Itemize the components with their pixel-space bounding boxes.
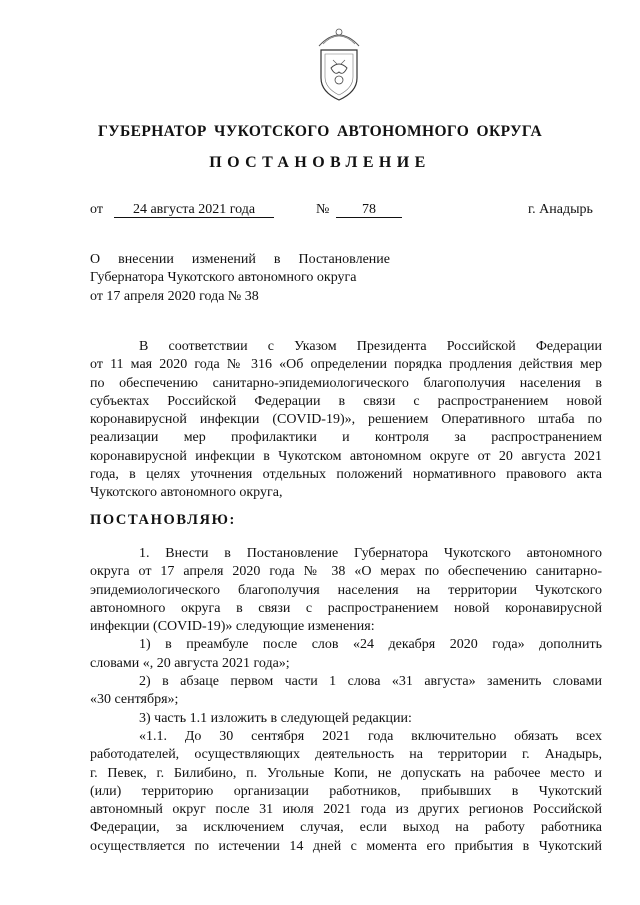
body-line: Федерации, за исключением случая, если выход на работу работника <box>90 820 602 836</box>
body-line: «1.1. До 30 сентября 2021 года включительно обязать всех <box>139 728 602 744</box>
body-line: 1) в преамбуле после слов «24 декабря 2020 года» дополнить <box>139 637 602 653</box>
preamble-line: по обеспечению санитарно-эпидемиологического благополучия населения в <box>90 375 602 391</box>
body-line: 3) часть 1.1 изложить в следующей редакции: <box>139 710 412 726</box>
issuer-title: ГУБЕРНАТОР ЧУКОТСКОГО АВТОНОМНОГО ОКРУГА <box>97 123 543 140</box>
subject-line: О внесении изменений в Постановление <box>90 252 390 267</box>
document-number-value: 78 <box>336 202 402 218</box>
coat-of-arms-emblem <box>303 20 375 106</box>
body-line: округа от 17 апреля 2020 года № 38 «О мерах по обеспечению санитарно- <box>90 564 602 580</box>
preamble-line: В соответствии с Указом Президента Российской Федерации <box>139 339 602 354</box>
body-line: инфекции (COVID-19)» следующие изменения: <box>90 619 375 635</box>
preamble-line: реализации мер профилактики и контроля за распространением <box>90 430 602 446</box>
subject-line: Губернатора Чукотского автономного округа <box>90 270 357 286</box>
preamble-line: субъектах Российской Федерации в связи с распространением новой <box>90 393 602 409</box>
body-line: 2) в абзаце первом части 1 слова «31 августа» заменить словами <box>139 674 602 690</box>
document-type-title: ПОСТАНОВЛЕНИЕ <box>209 154 431 171</box>
body-line: г. Певек, г. Билибино, п. Угольные Копи, не допускать на рабочее место и <box>90 765 602 781</box>
body-line: автономный округ после 31 июля 2021 года из других регионов Российской <box>90 802 602 818</box>
body-line: 1. Внести в Постановление Губернатора Чукотского автономного <box>139 546 602 561</box>
body-line: осуществляется по истечении 14 дней с момента его прибытия в Чукотский <box>90 838 602 854</box>
city-name: г. Анадырь <box>528 202 593 217</box>
body-line: работодателей, осуществляющих деятельность на территории г. Анадырь, <box>90 747 602 763</box>
document-date-value: 24 августа 2021 года <box>114 202 274 218</box>
resolve-heading: ПОСТАНОВЛЯЮ: <box>90 512 236 528</box>
document-date <box>114 202 274 218</box>
preamble-line: коронавирусной инфекции в Чукотском автономном округе от 20 августа 2021 <box>90 448 602 464</box>
subject-line: от 17 апреля 2020 года № 38 <box>90 288 259 304</box>
date-prefix: от <box>90 202 103 217</box>
document-number <box>336 202 402 218</box>
body-line: словами «, 20 августа 2021 года»; <box>90 655 290 671</box>
body-line: (или) территорию организации работников, прибывших в Чукотский <box>90 783 602 799</box>
preamble-line: Чукотского автономного округа, <box>90 485 283 501</box>
preamble-line: года, в целях уточнения отдельных положений нормативного правового акта <box>90 467 602 483</box>
body-line: эпидемиологического благополучия населения на территории Чукотского <box>90 582 602 598</box>
preamble-paragraph <box>90 338 602 503</box>
document-subject <box>90 251 390 306</box>
number-prefix: № <box>316 202 330 217</box>
body-line: «30 сентября»; <box>90 692 179 708</box>
resolution-body <box>90 545 602 856</box>
preamble-line: коронавирусной инфекции (COVID-19)», решением Оперативного штаба по <box>90 412 602 428</box>
preamble-line: от 11 мая 2020 года № 316 «Об определении порядка продления действия мер <box>90 357 602 373</box>
body-line: автономного округа в связи с распространением новой коронавирусной <box>90 600 602 616</box>
